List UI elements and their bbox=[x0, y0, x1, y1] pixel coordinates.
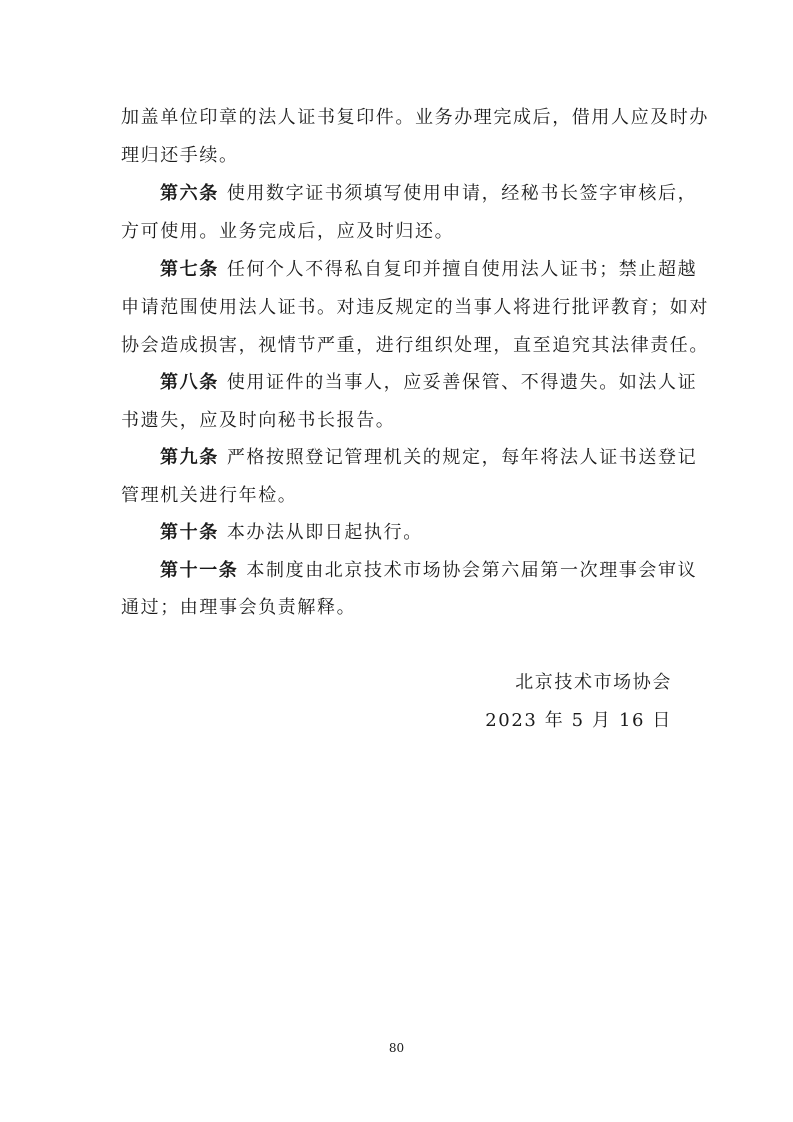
paragraph-line: 通过；由理事会负责解释。 bbox=[121, 597, 357, 618]
paragraph-line: 方可使用。业务完成后，应及时归还。 bbox=[121, 221, 455, 242]
article-text: 任何个人不得私自复印并擅自使用法人证书；禁止超越 bbox=[226, 259, 698, 280]
article-heading: 第八条 bbox=[160, 372, 219, 393]
article-7-line bbox=[160, 258, 698, 282]
paragraph-line: 协会造成损害，视情节严重，进行组织处理，直至追究其法律责任。 bbox=[121, 335, 709, 356]
article-text: 本制度由北京技术市场协会第六届第一次理事会审议 bbox=[246, 560, 698, 581]
article-text: 使用证件的当事人，应妥善保管、不得遗失。如法人证 bbox=[226, 372, 698, 393]
article-heading: 第十一条 bbox=[160, 560, 239, 581]
signature-organization: 北京技术市场协会 bbox=[515, 672, 672, 693]
article-heading: 第九条 bbox=[160, 447, 219, 468]
article-heading: 第六条 bbox=[160, 183, 219, 204]
paragraph-line: 理归还手续。 bbox=[121, 145, 239, 166]
article-9-line bbox=[160, 446, 698, 470]
paragraph-line: 书遗失，应及时向秘书长报告。 bbox=[121, 410, 396, 431]
article-11-line bbox=[160, 559, 698, 583]
signature-date: 2023 年 5 月 16 日 bbox=[485, 710, 672, 731]
paragraph-line: 加盖单位印章的法人证书复印件。业务办理完成后，借用人应及时办 bbox=[121, 107, 709, 128]
article-heading: 第十条 bbox=[160, 522, 219, 543]
article-6-line bbox=[160, 182, 698, 206]
article-text: 严格按照登记管理机关的规定，每年将法人证书送登记 bbox=[226, 447, 698, 468]
article-heading: 第七条 bbox=[160, 259, 219, 280]
article-text: 本办法从即日起执行。 bbox=[226, 522, 423, 543]
article-8-line bbox=[160, 371, 698, 395]
paragraph-line: 申请范围使用法人证书。对违反规定的当事人将进行批评教育；如对 bbox=[121, 297, 709, 318]
page-number: 80 bbox=[388, 1041, 405, 1055]
paragraph-line: 管理机关进行年检。 bbox=[121, 485, 298, 506]
article-text: 使用数字证书须填写使用申请，经秘书长签字审核后， bbox=[226, 183, 698, 204]
article-10-line bbox=[160, 521, 423, 545]
